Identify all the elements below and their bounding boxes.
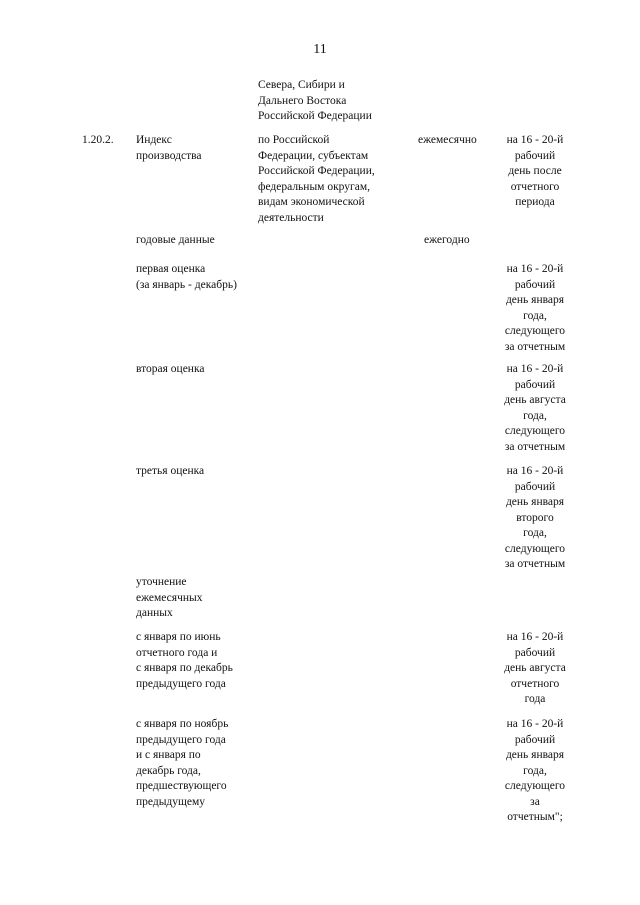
second-estimate-deadline: на 16 - 20-й рабочий день августа года, следующего за отчетным (504, 363, 566, 453)
monthly-refinement-label: уточнение ежемесячных данных (136, 576, 203, 619)
third-estimate-label: третья оценка (136, 465, 205, 477)
jan-nov-deadline: на 16 - 20-й рабочий день января года, следующего за отчетным"; (504, 718, 566, 823)
jan-nov-label: с января по ноябрь предыдущего года и с января по декабрь года, предшествующего предыдущему (136, 718, 229, 808)
periodicity-monthly: ежемесячно (418, 134, 477, 146)
page-number: 11 (313, 42, 327, 57)
second-estimate-label: вторая оценка (136, 363, 205, 375)
region-text-continuation: Севера, Сибири и Дальнего Востока Российской Федерации (258, 79, 372, 122)
breakdown-text: по Российской Федерации, субъектам Российской Федерации, федеральным округам, видам экономической деятельности (258, 134, 375, 224)
jan-jun-deadline: на 16 - 20-й рабочий день августа отчетного года (504, 631, 566, 705)
periodicity-annual: ежегодно (424, 234, 470, 246)
third-estimate-deadline: на 16 - 20-й рабочий день января второго года, следующего за отчетным (504, 465, 566, 570)
annual-data-label: годовые данные (136, 234, 215, 246)
indicator-name: Индекс производства (136, 134, 202, 162)
jan-jun-label: с января по июнь отчетного года и с января по декабрь предыдущего года (136, 631, 233, 690)
first-estimate-deadline: на 16 - 20-й рабочий день января года, следующего за отчетным (504, 263, 566, 353)
first-estimate-label: первая оценка (за январь - декабрь) (136, 263, 237, 291)
deadline-monthly: на 16 - 20-й рабочий день после отчетного периода (506, 134, 564, 208)
row-number: 1.20.2. (82, 134, 114, 146)
